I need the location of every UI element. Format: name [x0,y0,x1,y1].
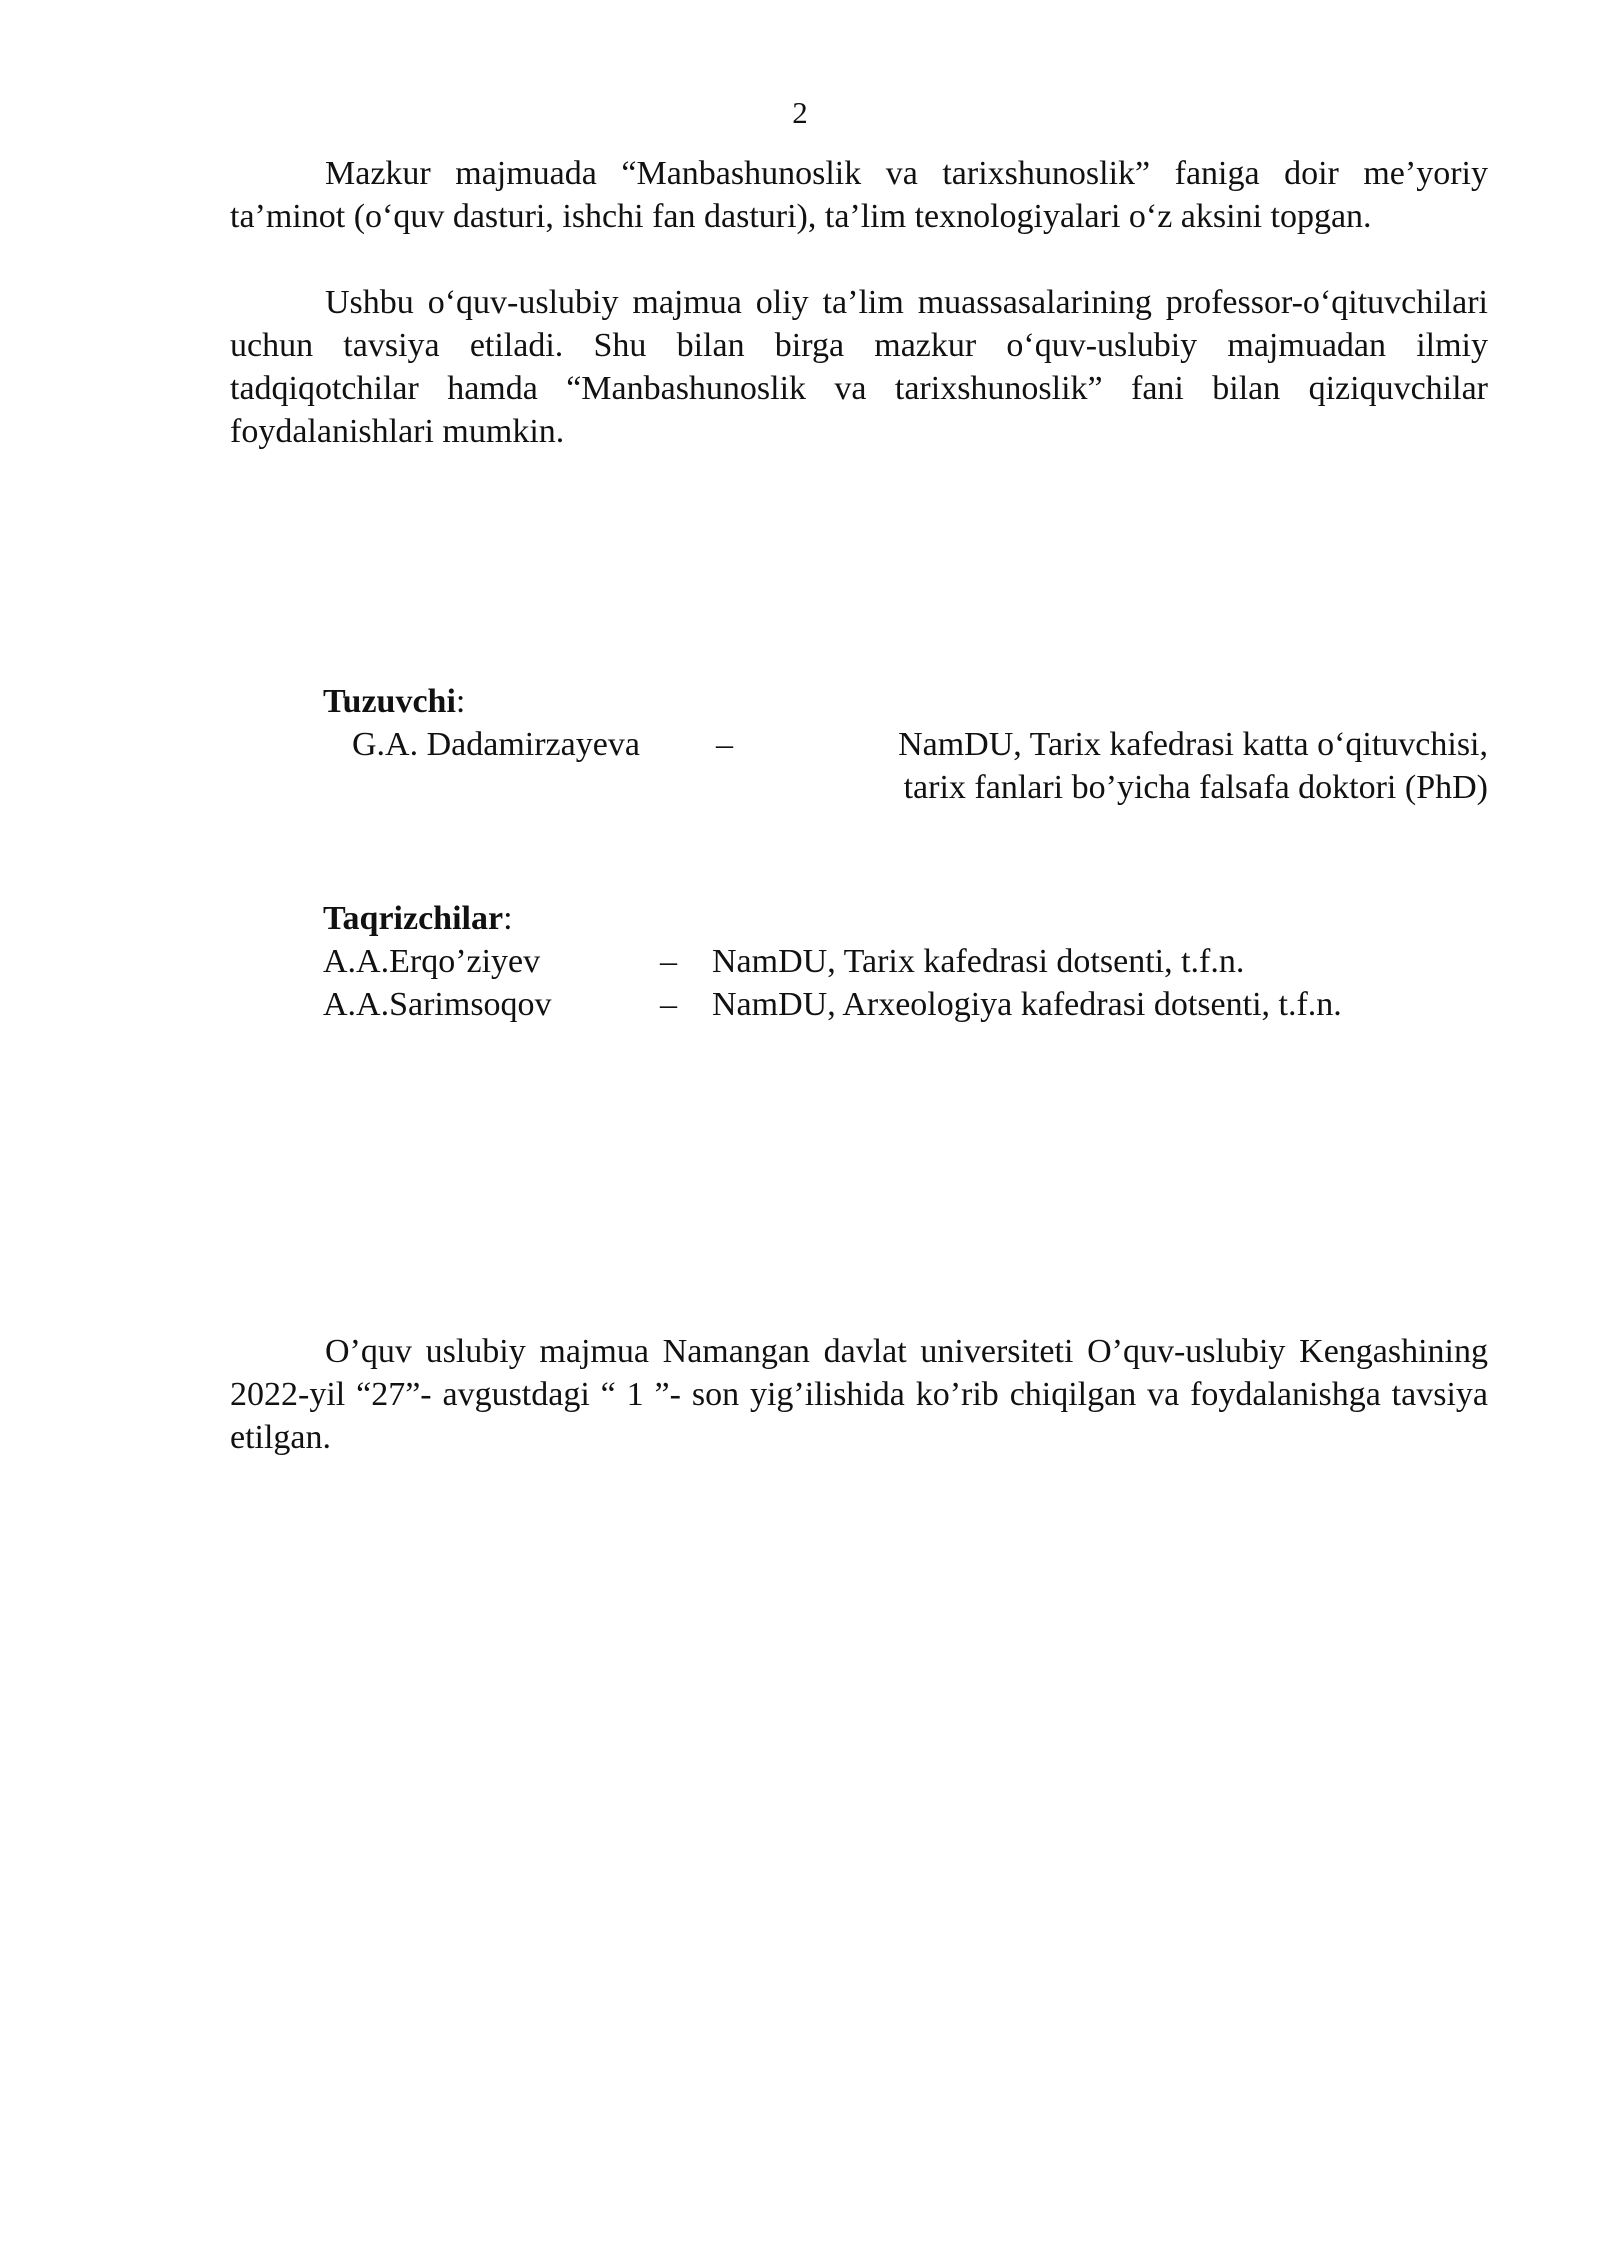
compiler-name: G.A. Dadamirzayeva [352,726,640,763]
intro-paragraph-1: Mazkur majmuada “Manbashunoslik va tarixshunoslik” faniga doir me’yoriy ta’minot (o‘quv dasturi, ishchi fan dasturi), ta’lim texnologiyalari o‘z aksini topgan. [230,155,1488,235]
page-number: 2 [792,95,808,130]
reviewer-name: A.A.Erqo’ziyev [323,943,541,980]
reviewers-heading-colon: : [503,900,513,937]
compiler-heading-colon: : [455,683,466,720]
compiler-position-line2: tarix fanlari bo’yicha falsafa doktori (PhD) [903,769,1488,806]
intro-paragraph-2: Ushbu o‘quv-uslubiy majmua oliy ta’lim muassasalarining professor-o‘qituvchilari uchun tavsiya etiladi. Shu bilan birga mazkur o‘quv-uslubiy majmuadan ilmiy tadqiqotchilar hamda “Manbashunoslik va tarixshunoslik” fani bilan qiziquvchilar foydalanishlari mumkin. [230,284,1488,450]
reviewer-dash: – [660,986,677,1023]
reviewer-position: NamDU, Tarix kafedrasi dotsenti, t.f.n. [712,943,1245,980]
compiler-dash: – [716,726,733,763]
compiler-heading [323,680,465,723]
reviewers-heading-label: Taqrizchilar [323,900,504,937]
compiler-heading-label: Tuzuvchi [323,683,456,720]
reviewer-dash: – [660,943,677,980]
reviewer-name: A.A.Sarimsoqov [323,986,552,1023]
compiler-position-line1: NamDU, Tarix kafedrasi katta o‘qituvchisi, [898,726,1488,763]
approval-paragraph: O’quv uslubiy majmua Namangan davlat universiteti O’quv-uslubiy Kengashining 2022-yil “27”- avgustdagi “ 1 ”- son yig’ilishida ko’rib chiqilgan va foydalanishga tavsiya etilgan. [230,1333,1488,1456]
reviewer-position: NamDU, Arxeologiya kafedrasi dotsenti, t.f.n. [712,986,1342,1023]
reviewers-heading [323,897,513,940]
